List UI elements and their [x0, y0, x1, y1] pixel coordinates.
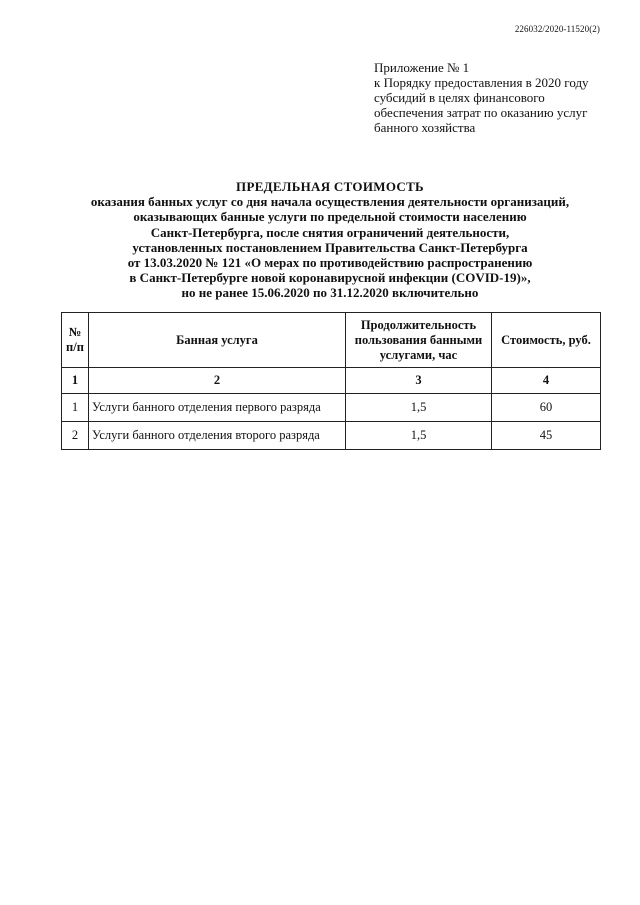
document-title — [60, 179, 600, 301]
appendix-line: Приложение № 1 — [374, 60, 470, 75]
appendix-line: к Порядку предоставления в 2020 году — [374, 75, 589, 90]
column-number: 2 — [89, 368, 346, 394]
title-main: ПРЕДЕЛЬНАЯ СТОИМОСТЬ — [236, 179, 424, 194]
title-line: но не ранее 15.06.2020 по 31.12.2020 включительно — [181, 285, 479, 301]
table-row — [62, 394, 601, 422]
document-code: 226032/2020-11520(2) — [514, 24, 600, 34]
row-num: 2 — [62, 422, 89, 450]
row-service: Услуги банного отделения второго разряда — [89, 422, 346, 450]
column-number: 4 — [492, 368, 601, 394]
table-header-row — [62, 313, 601, 368]
title-line: оказания банных услуг со дня начала осуществления деятельности организаций, — [90, 194, 570, 210]
column-number-row — [62, 368, 601, 394]
header-num: № п/п — [62, 313, 89, 368]
column-number: 3 — [346, 368, 492, 394]
row-price: 45 — [492, 422, 601, 450]
row-duration: 1,5 — [346, 422, 492, 450]
table-row — [62, 422, 601, 450]
header-price: Стоимость, руб. — [492, 313, 601, 368]
row-price: 60 — [492, 394, 601, 422]
title-line: оказывающих банные услуги по предельной стоимости населению — [133, 209, 527, 225]
row-num: 1 — [62, 394, 89, 422]
title-line: Санкт-Петербурга, после снятия ограничений деятельности, — [150, 224, 510, 240]
appendix-line: банного хозяйства — [374, 120, 476, 135]
title-line: установленных постановлением Правительства Санкт-Петербурга — [132, 239, 528, 255]
header-service: Банная услуга — [89, 313, 346, 368]
column-number: 1 — [62, 368, 89, 394]
appendix-line: субсидий в целях финансового — [374, 90, 545, 105]
header-duration: Продолжительность пользования банными услугами, час — [346, 313, 492, 368]
title-line: от 13.03.2020 № 121 «О мерах по противодействию распространению — [127, 255, 533, 271]
row-duration: 1,5 — [346, 394, 492, 422]
price-table — [61, 312, 601, 450]
appendix-note — [374, 60, 614, 135]
row-service: Услуги банного отделения первого разряда — [89, 394, 346, 422]
appendix-line: обеспечения затрат по оказанию услуг — [374, 105, 588, 120]
title-line: в Санкт-Петербурге новой коронавирусной инфекции (COVID-19)», — [129, 270, 531, 286]
